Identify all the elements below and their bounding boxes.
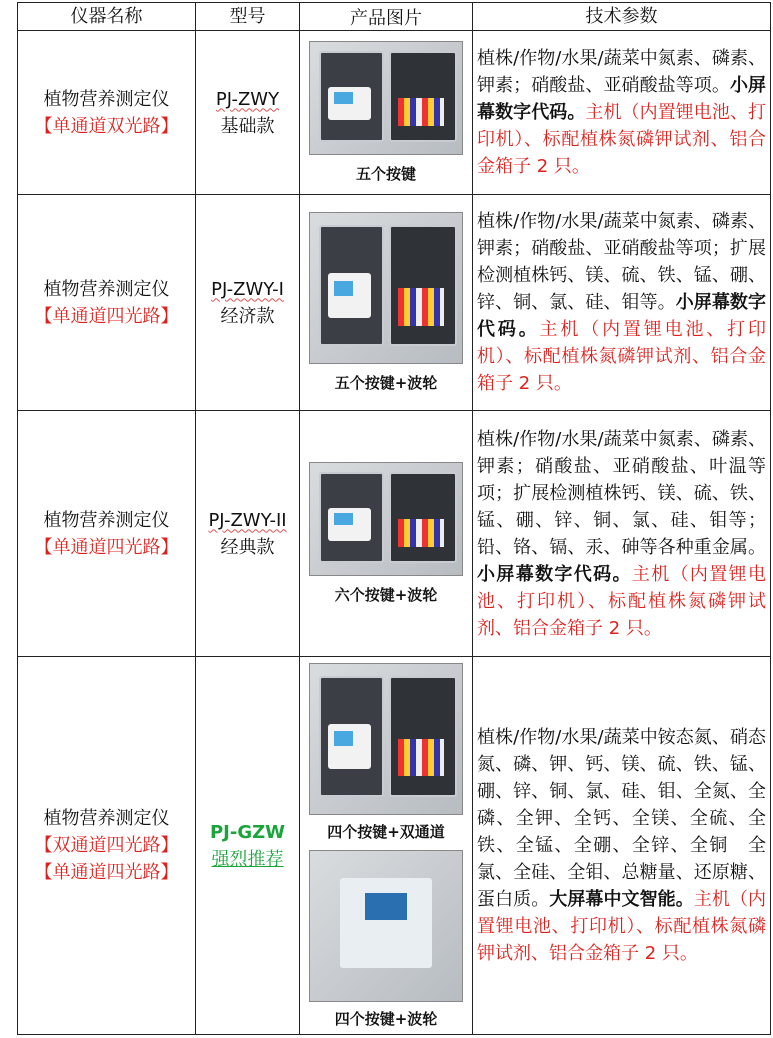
model-number: PJ-GZW — [209, 821, 286, 843]
spec-cell — [473, 411, 771, 657]
spec-screen: 小屏幕数字代码。 — [477, 75, 767, 123]
model-cell — [196, 195, 300, 411]
model-cell — [196, 411, 300, 657]
spec-text: 植株/作物/水果/蔬菜中氮素、磷素、钾素；硝酸盐、亚硝酸盐等项。 — [477, 48, 766, 96]
channel-label: 【单通道四光路】 — [34, 862, 179, 883]
product-photo — [309, 41, 463, 155]
model-cell — [196, 657, 300, 1035]
spec-package: 主机（内置锂电池、打印机）、标配植株氮磷钾试剂、铝合金箱子 2 只。 — [477, 889, 767, 964]
header-spec: 技术参数 — [473, 3, 771, 31]
photo-caption: 四个按键+双通道 — [327, 822, 445, 841]
model-number: PJ-ZWY-I — [211, 278, 284, 300]
model-number: PJ-ZWY — [215, 88, 280, 110]
header-image: 产品图片 — [300, 3, 473, 31]
header-name: 仪器名称 — [18, 3, 196, 31]
image-cell — [300, 411, 473, 657]
model-edition: 经济款 — [220, 305, 275, 327]
spec-cell — [473, 195, 771, 411]
spec-package: 主机（内置锂电池、打印机）、标配植株氮磷钾试剂、铝合金箱子 2 只。 — [477, 563, 767, 639]
spec-text: 植株/作物/水果/蔬菜中铵态氮、硝态氮、磷、钾、钙、镁、硫、铁、锰、硼、锌、铜、氯、硅、钼、全氮、全磷、全钾、全钙、全镁、全硫、全铁、全锰、全硼、全锌、全铜 全氯、全硅、全钼、总糖量、还原糖、蛋白质。 — [477, 727, 766, 910]
photo-caption-2: 四个按键+波轮 — [334, 1009, 438, 1028]
product-photo — [309, 462, 463, 576]
table-row — [18, 195, 771, 411]
table-row — [18, 657, 771, 1035]
product-photo — [309, 212, 463, 364]
spec-cell — [473, 657, 771, 1035]
image-cell — [300, 657, 473, 1035]
instrument-name-cell — [18, 411, 196, 657]
photo-caption: 六个按键+波轮 — [334, 586, 438, 604]
spec-cell — [473, 31, 771, 195]
spec-screen: 小屏幕数字代码。 — [477, 292, 767, 340]
image-cell — [300, 31, 473, 195]
instrument-name-cell — [18, 657, 196, 1035]
photo-caption: 五个按键+波轮 — [334, 374, 438, 392]
instrument-name: 植物营养测定仪 — [43, 808, 170, 829]
instrument-name: 植物营养测定仪 — [43, 278, 170, 300]
spec-screen: 大屏幕中文智能。 — [549, 889, 694, 910]
spec-text: 植株/作物/水果/蔬菜中氮素、磷素、钾素；硝酸盐、亚硝酸盐、叶温等项；扩展检测植株钙、镁、硫、铁、锰、硼、锌、铜、氯、硅、钼等；铅、铬、镉、汞、砷等各种重金属。 — [477, 428, 766, 558]
spec-package: 主机（内置锂电池、打印机）、标配植株氮磷钾试剂、铝合金箱子 2 只。 — [477, 319, 767, 394]
instrument-name-cell — [18, 31, 196, 195]
spec-text: 植株/作物/水果/蔬菜中氮素、磷素、钾素；硝酸盐、亚硝酸盐等项；扩展检测植株钙、镁、硫、铁、锰、硼、锌、铜、氯、硅、钼等。 — [477, 211, 766, 313]
channel-label: 【单通道四光路】 — [34, 536, 179, 558]
product-photo-2 — [309, 850, 463, 1002]
table-header-row — [18, 3, 771, 31]
table-row — [18, 411, 771, 657]
instrument-name: 植物营养测定仪 — [43, 509, 170, 531]
instrument-name-cell — [18, 195, 196, 411]
recommend-label: 强烈推荐 — [211, 848, 284, 870]
spec-package: 主机（内置锂电池、打印机）、标配植株氮磷钾试剂、铝合金箱子 2 只。 — [477, 102, 767, 177]
model-edition: 经典款 — [220, 536, 275, 558]
model-number: PJ-ZWY-II — [208, 509, 287, 531]
product-photo — [309, 663, 463, 815]
table-row — [18, 31, 771, 195]
model-edition: 基础款 — [220, 115, 275, 137]
image-cell — [300, 195, 473, 411]
channel-label: 【单通道双光路】 — [34, 115, 179, 137]
channel-label: 【单通道四光路】 — [34, 305, 179, 327]
model-cell — [196, 31, 300, 195]
spec-screen: 小屏幕数字代码。 — [477, 563, 632, 585]
photo-caption: 五个按键 — [355, 165, 416, 183]
channel-label: 【双通道四光路】 — [34, 835, 179, 856]
header-model: 型号 — [196, 3, 300, 31]
product-spec-table — [17, 2, 771, 1035]
instrument-name: 植物营养测定仪 — [43, 88, 170, 110]
